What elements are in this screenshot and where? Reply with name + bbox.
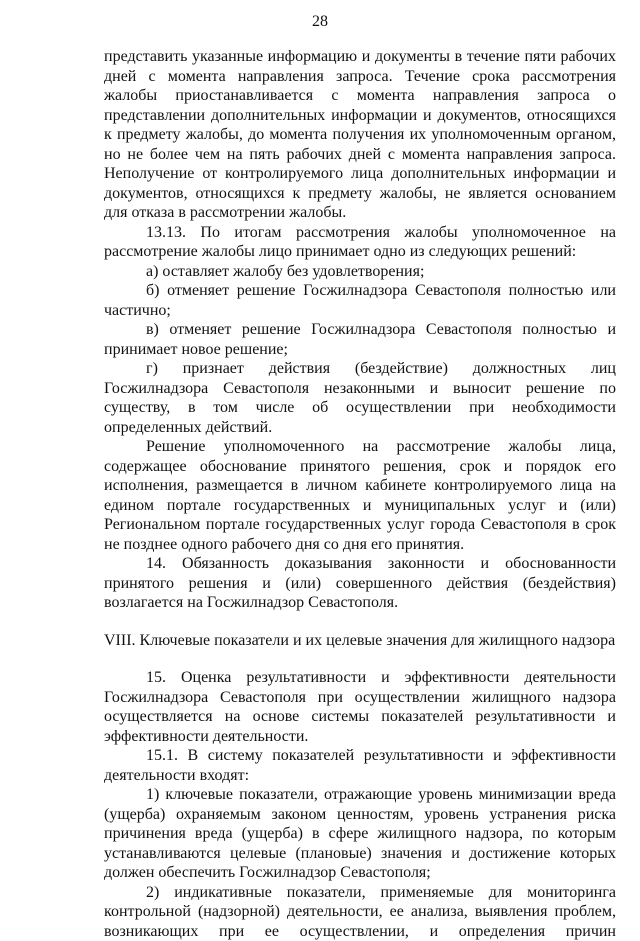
list-item-v: в) отменяет решение Госжилнадзора Севастополя полностью и принимает новое решение; xyxy=(104,320,616,359)
paragraph-continuation: представить указанные информацию и документы в течение пяти рабочих дней с момента направления запроса. Течение срока рассмотрения жалобы приостанавливается с момента направления запроса о представлении дополнительных информации и документов, относящихся к предмету жалобы, до момента получения их уполномоченным органом, но не более чем на пять рабочих дней с момента направления запроса. Неполучение от контролируемого лица дополнительных информации и документов, относящихся к предмету жалобы, не является основанием для отказа в рассмотрении жалобы. xyxy=(104,47,616,223)
list-item-b: б) отменяет решение Госжилнадзора Севастополя полностью или частично; xyxy=(104,281,616,320)
paragraph-decision: Решение уполномоченного на рассмотрение жалобы лица, содержащее обоснование принятого решения, срок и порядок его исполнения, размещается в личном кабинете контролируемого лица на едином портале государственных и муниципальных услуг и (или) Региональном портале государственных услуг города Севастополя в срок не позднее одного рабочего дня со дня его принятия. xyxy=(104,437,616,554)
paragraph-14: 14. Обязанность доказывания законности и обоснованности принятого решения и (или) совершенного действия (бездействия) возлагается на Госжилнадзор Севастополя. xyxy=(104,554,616,613)
section-heading: VIII. Ключевые показатели и их целевые значения для жилищного надзора xyxy=(104,631,616,651)
list-item-1: 1) ключевые показатели, отражающие уровень минимизации вреда (ущерба) охраняемым законом ценностям, уровень устранения риска причинения вреда (ущерба) в сфере жилищного надзора, по которым устанавливаются целевые (плановые) значения и достижение которых должен обеспечить Госжилнадзор Севастополя; xyxy=(104,785,616,883)
list-item-a: а) оставляет жалобу без удовлетворения; xyxy=(104,262,616,282)
page-number: 28 xyxy=(0,12,640,32)
list-item-2: 2) индикативные показатели, применяемые для мониторинга контрольной (надзорной) деятельности, ее анализа, выявления проблем, возникающих при ее осуществлении, и определения причин xyxy=(104,883,616,941)
list-item-g: г) признает действия (бездействие) должностных лиц Госжилнадзора Севастополя незаконными и выносит решение по существу, в том числе об осуществлении при необходимости определенных действий. xyxy=(104,359,616,437)
paragraph-15: 15. Оценка результативности и эффективности деятельности Госжилнадзора Севастополя при осуществлении жилищного надзора осуществляется на основе системы показателей результативности и эффективности деятельности. xyxy=(104,668,616,746)
paragraph-15-1: 15.1. В систему показателей результативности и эффективности деятельности входят: xyxy=(104,746,616,785)
paragraph-13-13: 13.13. По итогам рассмотрения жалобы уполномоченное на рассмотрение жалобы лицо принимает одно из следующих решений: xyxy=(104,223,616,262)
document-body xyxy=(104,47,616,941)
